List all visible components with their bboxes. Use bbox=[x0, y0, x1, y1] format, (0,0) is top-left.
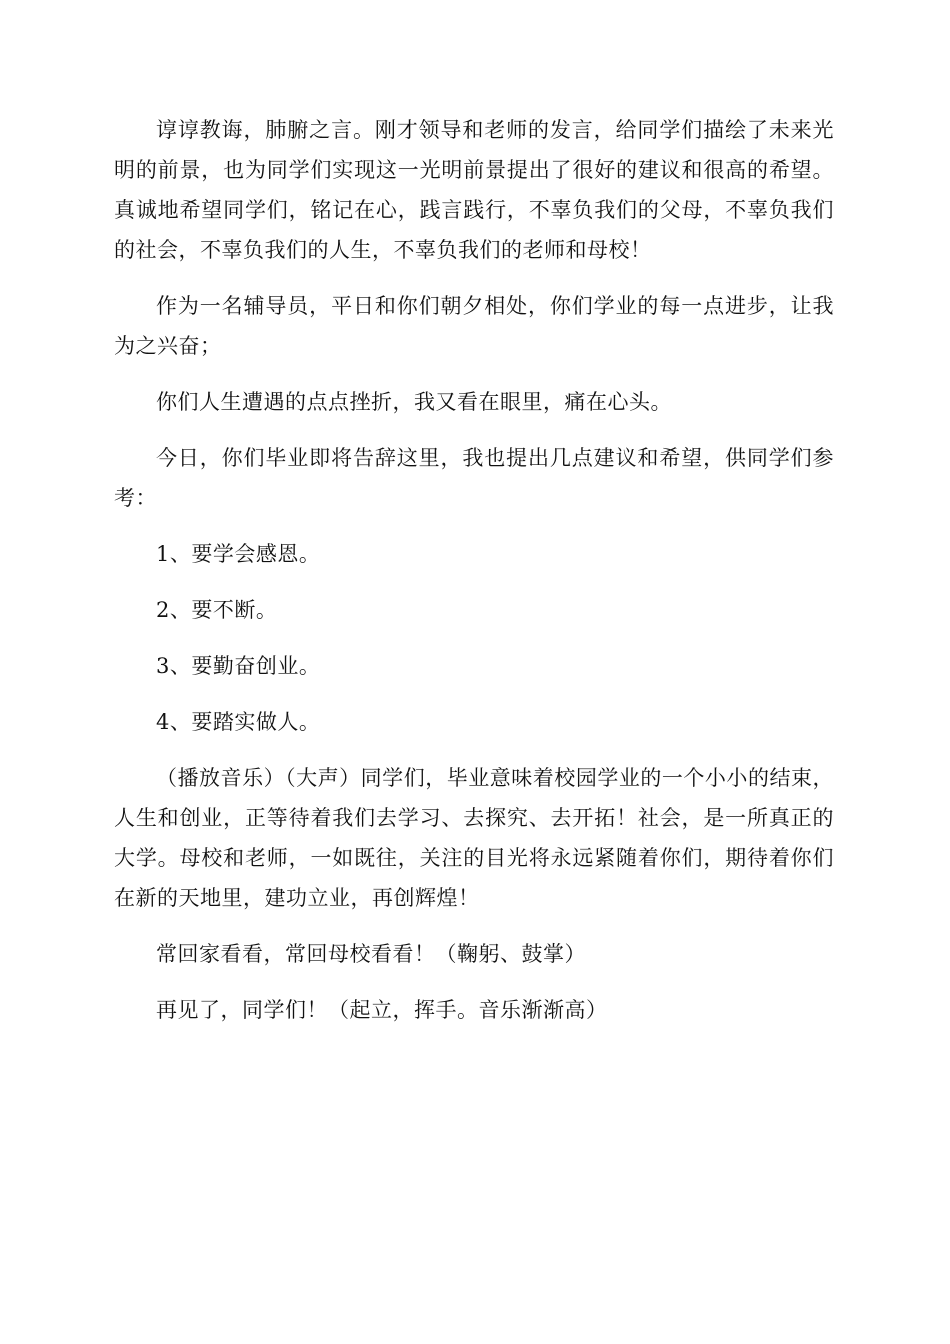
paragraph-2: 作为一名辅导员，平日和你们朝夕相处，你们学业的每一点进步，让我为之兴奋； bbox=[114, 294, 834, 358]
paragraph-3: 你们人生遭遇的点点挫折，我又看在眼里，痛在心头。 bbox=[156, 390, 672, 414]
paragraph-1: 谆谆教诲，肺腑之言。刚才领导和老师的发言，给同学们描绘了未来光明的前景，也为同学们实现这一光明前景提出了很好的建议和很高的希望。真诚地希望同学们，铭记在心，践言践行，不辜负我们的父母，不辜负我们的社会，不辜负我们的人生，不辜负我们的老师和母校！ bbox=[114, 118, 834, 262]
list-item-3: 3、要勤奋创业。 bbox=[156, 654, 321, 678]
list-item-1: 1、要学会感恩。 bbox=[156, 542, 321, 566]
list-item-2: 2、要不断。 bbox=[156, 598, 278, 622]
list-item-4: 4、要踏实做人。 bbox=[156, 710, 321, 734]
paragraph-7: 再见了，同学们！（起立，挥手。音乐渐渐高） bbox=[156, 998, 608, 1022]
paragraph-6: 常回家看看，常回母校看看！（鞠躬、鼓掌） bbox=[156, 942, 586, 966]
paragraph-4: 今日，你们毕业即将告辞这里，我也提出几点建议和希望，供同学们参考： bbox=[114, 446, 834, 510]
paragraph-5: （播放音乐）（大声）同学们，毕业意味着校园学业的一个小小的结束，人生和创业，正等待着我们去学习、去探究、去开拓！社会，是一所真正的大学。母校和老师，一如既往，关注的目光将永远紧随着你们，期待着你们在新的天地里，建功立业，再创辉煌！ bbox=[114, 766, 834, 910]
document-body bbox=[114, 110, 834, 1046]
